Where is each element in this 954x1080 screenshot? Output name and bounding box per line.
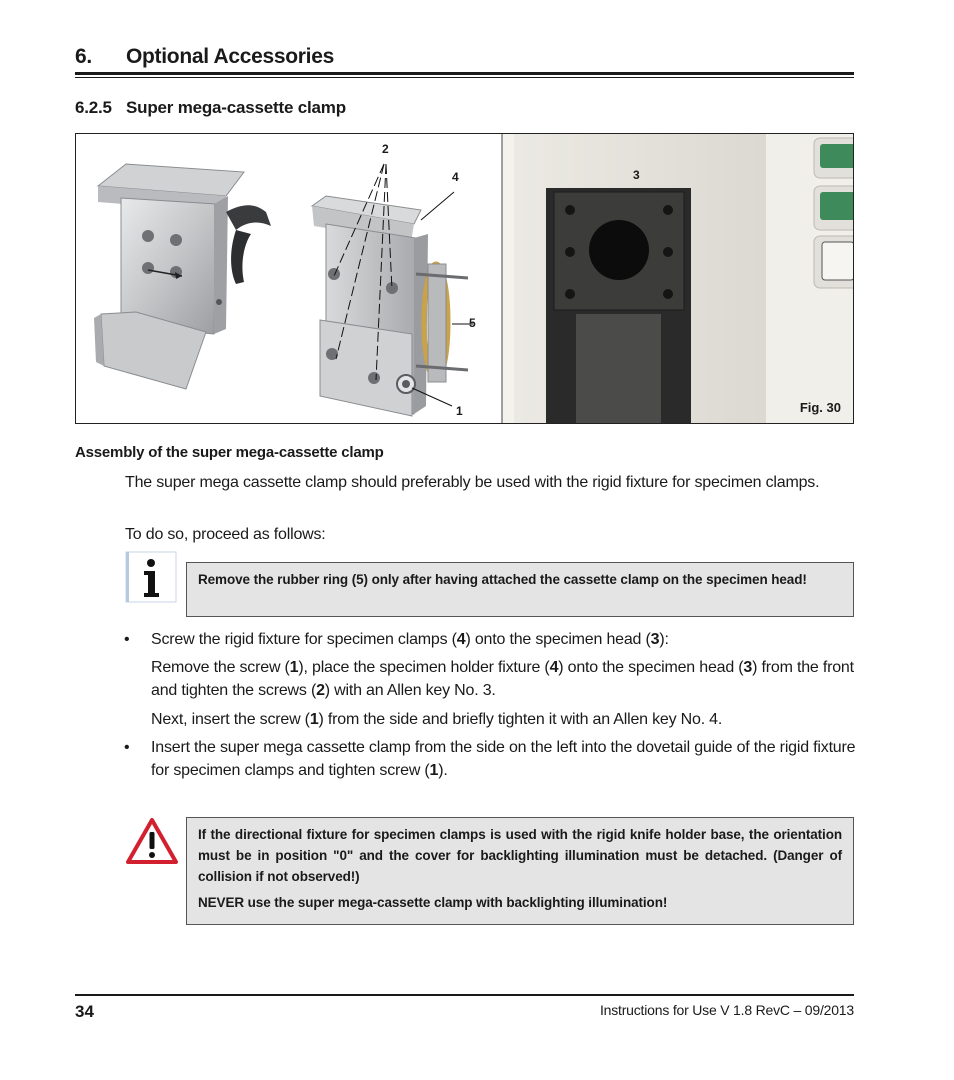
chapter-number: 6. (75, 45, 92, 68)
warning-icon (125, 817, 179, 865)
step-2: Insert the super mega cassette clamp from the side on the left into the dovetail guide of the rigid fixture for specimen clamps and tighten screw (1). (151, 739, 856, 779)
warning-note (186, 817, 854, 925)
step-1-detail-1: Remove the screw (1), place the specimen holder fixture (4) onto the specimen head (3) from the front and tighten the screws (2) with an Allen key No. 3. (151, 659, 854, 699)
section-heading (75, 98, 346, 118)
footer-rule (75, 994, 854, 996)
cassette-clamp-image (94, 164, 271, 389)
step-1: Screw the rigid fixture for specimen clamps (4) onto the specimen head (3): (151, 631, 669, 648)
callout-5: 5 (469, 316, 476, 330)
footer-doc-info: Instructions for Use V 1.8 RevC – 09/2013 (599, 1002, 854, 1018)
page-number: 34 (75, 1002, 94, 1021)
figure-illustration (76, 134, 853, 423)
rigid-fixture-image (312, 196, 468, 416)
assembly-heading: Assembly of the super mega-cassette clamp (75, 444, 384, 461)
header-rule-thin (75, 77, 854, 78)
proceed-paragraph: To do so, proceed as follows: (125, 526, 326, 543)
figure-caption: Fig. 30 (799, 400, 841, 415)
callout-2: 2 (382, 142, 389, 156)
bullet-2: • (124, 739, 130, 756)
callout-4: 4 (452, 170, 459, 184)
warning-text-1: If the directional fixture for specimen clamps is used with the rigid knife holder base, the orientation must be in position "0" and the cover for backlighting illumination must be detached. (Danger of collision if not observed!) (198, 827, 842, 884)
section-title: Super mega-cassette clamp (126, 98, 346, 117)
bullet-1: • (124, 631, 130, 648)
info-icon (125, 551, 177, 603)
chapter-heading (75, 45, 334, 69)
header-rule-thick (75, 72, 854, 75)
callout-3: 3 (633, 168, 640, 182)
intro-paragraph: The super mega cassette clamp should preferably be used with the rigid fixture for specimen clamps. (125, 474, 820, 491)
chapter-title: Optional Accessories (126, 45, 334, 68)
section-number: 6.2.5 (75, 98, 112, 117)
callout-1: 1 (456, 404, 463, 418)
warning-text-2: NEVER use the super mega-cassette clamp with backlighting illumination! (198, 895, 668, 910)
info-note: Remove the rubber ring (5) only after having attached the cassette clamp on the specimen head! (186, 562, 854, 617)
specimen-head-image (502, 134, 853, 423)
step-1-detail-2: Next, insert the screw (1) from the side and briefly tighten it with an Allen key No. 4. (151, 711, 723, 728)
figure-30 (75, 133, 854, 424)
